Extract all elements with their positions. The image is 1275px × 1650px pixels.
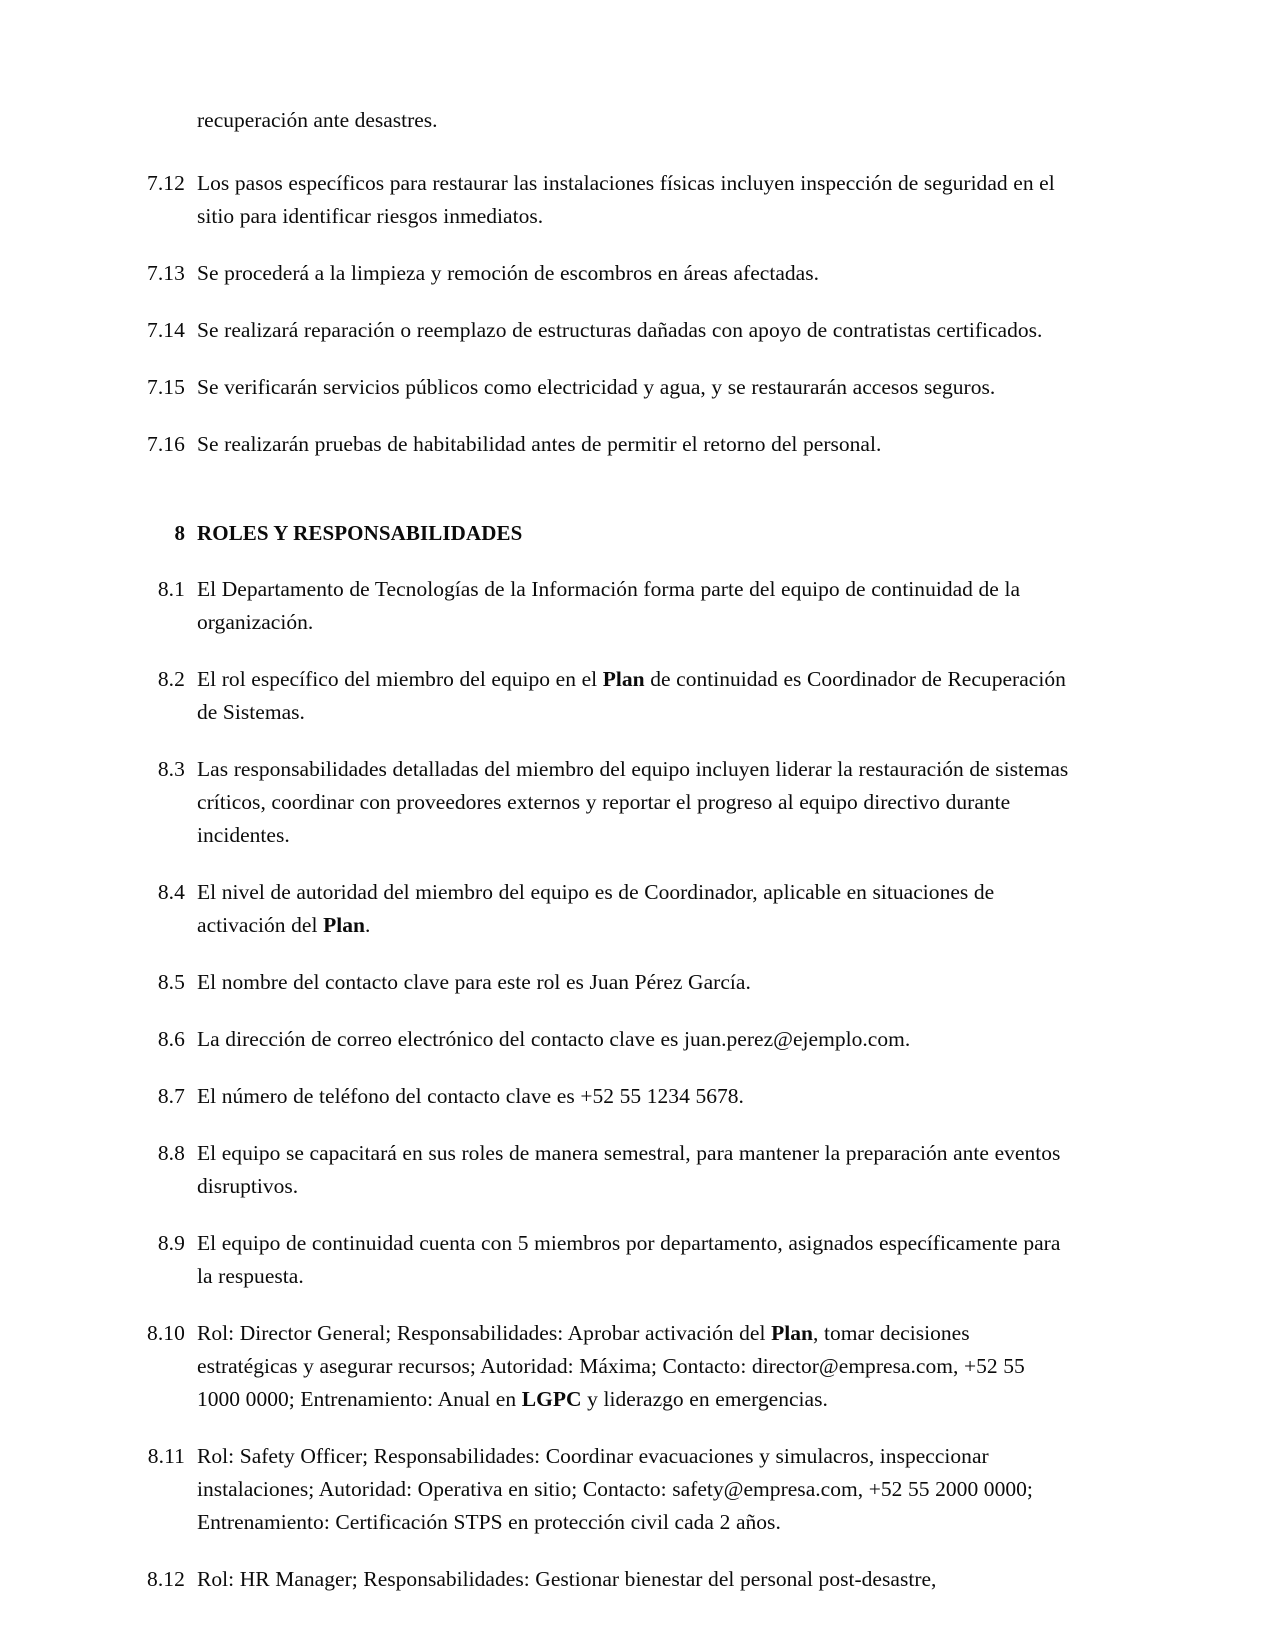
clause-text: Se verificarán servicios públicos como electricidad y agua, y se restaurarán accesos seguros.	[197, 375, 996, 399]
clause-8-6	[132, 1023, 1070, 1056]
clause-number: 8.5	[157, 970, 185, 994]
clause-8-9	[132, 1227, 1070, 1293]
clause-number: 8.1	[157, 577, 185, 601]
clause-number: 8.9	[157, 1231, 185, 1255]
clause-8-5	[132, 966, 1070, 999]
clause-text: El equipo se capacitará en sus roles de manera semestral, para mantener la preparación ante eventos disruptivos.	[197, 1141, 1061, 1198]
clause-text: El equipo de continuidad cuenta con 5 miembros por departamento, asignados específicamente para la respuesta.	[197, 1231, 1061, 1288]
clause-7-15	[132, 371, 1070, 404]
clause-7-13	[132, 257, 1070, 290]
section-number: 8	[174, 521, 185, 545]
clause-number: 7.15	[146, 375, 185, 399]
clause-8-1	[132, 573, 1070, 639]
clause-7-12	[132, 167, 1070, 233]
document-content	[132, 104, 1070, 1620]
section-title: ROLES Y RESPONSABILIDADES	[197, 521, 523, 545]
clause-text: La dirección de correo electrónico del contacto clave es juan.perez@ejemplo.com.	[197, 1027, 911, 1051]
clause-number: 8.3	[157, 757, 185, 781]
clause-number: 8.2	[157, 667, 185, 691]
clause-text: Se realizarán pruebas de habitabilidad antes de permitir el retorno del personal.	[197, 432, 882, 456]
clause-8-3	[132, 753, 1070, 852]
clause-number: 8.4	[157, 880, 185, 904]
clause-number: 7.14	[146, 318, 185, 342]
clause-8-8	[132, 1137, 1070, 1203]
clause-text: El nivel de autoridad del miembro del equipo es de Coordinador, aplicable en situaciones de activación del Plan.	[197, 880, 995, 937]
clause-number: 8.7	[157, 1084, 185, 1108]
clause-7-16	[132, 428, 1070, 461]
clause-number: 7.16	[146, 432, 185, 456]
clause-7-14	[132, 314, 1070, 347]
clause-text: Los pasos específicos para restaurar las instalaciones físicas incluyen inspección de seguridad en el sitio para identificar riesgos inmediatos.	[197, 171, 1055, 228]
clause-number: 8.12	[146, 1567, 185, 1591]
clause-number: 8.11	[147, 1444, 185, 1468]
clause-8-4	[132, 876, 1070, 942]
clause-text: Rol: Safety Officer; Responsabilidades: Coordinar evacuaciones y simulacros, inspeccionar instalaciones; Autoridad: Operativa en sitio; Contacto: safety@empresa.com, +52 55 2000 0000; Entrenamiento: Certificación STPS en protección civil cada 2 años.	[197, 1444, 1033, 1534]
clause-text: Rol: HR Manager; Responsabilidades: Gestionar bienestar del personal post-desastre,	[197, 1567, 937, 1591]
clause-text: Se realizará reparación o reemplazo de estructuras dañadas con apoyo de contratistas certificados.	[197, 318, 1043, 342]
clause-8-7	[132, 1080, 1070, 1113]
clause-text: El rol específico del miembro del equipo en el Plan de continuidad es Coordinador de Recuperación de Sistemas.	[197, 667, 1066, 724]
clause-text: Se procederá a la limpieza y remoción de escombros en áreas afectadas.	[197, 261, 820, 285]
clause-text: El nombre del contacto clave para este rol es Juan Pérez García.	[197, 970, 751, 994]
clause-8-2	[132, 663, 1070, 729]
clause-8-10	[132, 1317, 1070, 1416]
clause-number: 8.6	[157, 1027, 185, 1051]
clause-8-11	[132, 1440, 1070, 1539]
section-heading-8	[132, 518, 1070, 549]
clause-text: El Departamento de Tecnologías de la Información forma parte del equipo de continuidad de la organización.	[197, 577, 1021, 634]
continuation-paragraph: recuperación ante desastres.	[197, 108, 438, 132]
clause-number: 8.8	[157, 1141, 185, 1165]
clause-number: 7.13	[146, 261, 185, 285]
clause-8-12	[132, 1563, 1070, 1596]
clause-number: 8.10	[146, 1321, 185, 1345]
clause-text: Rol: Director General; Responsabilidades: Aprobar activación del Plan, tomar decisiones estratégicas y asegurar recursos; Autoridad: Máxima; Contacto: director@empresa.com, +52 55 1000 0000; Entrenamiento: Anual en LGPC y liderazgo en emergencias.	[197, 1321, 1025, 1411]
clause-text: Las responsabilidades detalladas del miembro del equipo incluyen liderar la restauración de sistemas críticos, coordinar con proveedores externos y reportar el progreso al equipo directivo durante incidentes.	[197, 757, 1069, 847]
clause-number: 7.12	[146, 171, 185, 195]
clause-text: El número de teléfono del contacto clave es +52 55 1234 5678.	[197, 1084, 744, 1108]
